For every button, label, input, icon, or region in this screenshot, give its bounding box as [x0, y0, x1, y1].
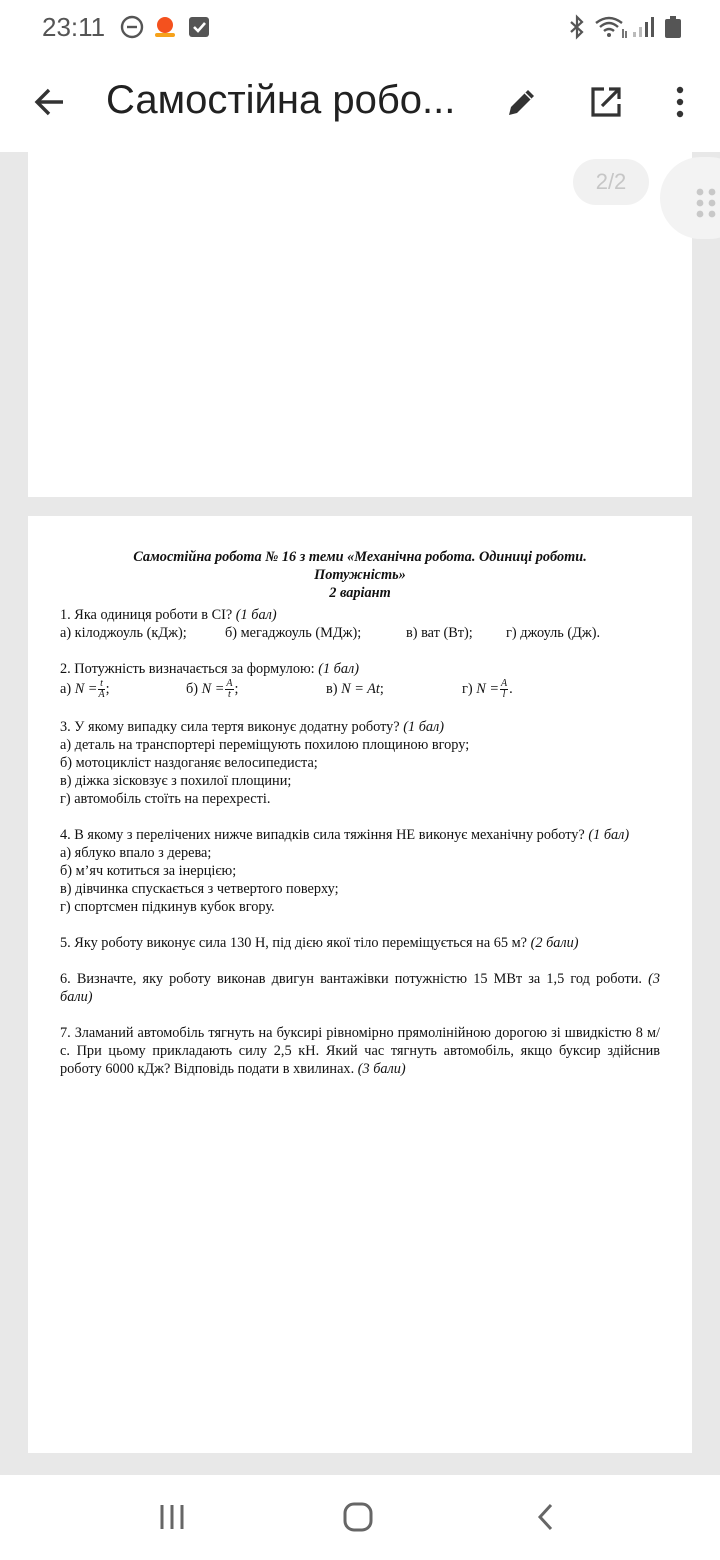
q4-option-d: г) спортсмен підкинув кубок вгору.	[60, 899, 275, 915]
more-options-button[interactable]	[656, 80, 704, 128]
document-content	[60, 548, 660, 1078]
app-notification-icon	[152, 14, 178, 40]
q4-option-a: а) яблуко впало з дерева;	[60, 845, 212, 861]
arrow-left-icon	[33, 85, 67, 124]
wifi-icon	[594, 14, 628, 40]
q3-option-b: б) мотоцикліст наздоганяє велосипедиста;	[60, 755, 318, 771]
page-2	[28, 516, 692, 1453]
doc-title-line-2: Потужність»	[314, 567, 406, 583]
bluetooth-icon	[564, 14, 590, 40]
q3-points: (1 бал)	[403, 719, 445, 735]
question-5	[60, 934, 660, 952]
question-7	[60, 1024, 660, 1078]
recent-apps-button[interactable]	[148, 1495, 196, 1543]
q3-option-a: а) деталь на транспортері переміщують похилою площиною вгору;	[60, 737, 470, 753]
document-title: Самостійна робо...	[106, 78, 456, 122]
open-external-icon	[588, 84, 624, 125]
question-2	[60, 660, 660, 700]
q4-option-b: б) м’яч котиться за інерцією;	[60, 863, 237, 879]
q4-text: 4. В якому з перелічених нижче випадків сила тяжіння НЕ виконує механічну роботу?	[60, 827, 589, 843]
question-3	[60, 718, 660, 808]
question-6	[60, 970, 660, 1006]
nav-back-button[interactable]	[522, 1495, 570, 1543]
home-button[interactable]	[334, 1495, 382, 1543]
edit-button[interactable]	[498, 80, 546, 128]
q7-text: 7. Зламаний автомобіль тягнуть на буксирі рівномірно прямолінійною дорогою зі швидкістю 8 м/с. При цьому прикладають силу 2,5 кН. Який час тягнуть автомобіль, якщо буксир здійснив роботу 6000 кДж? Відповідь подати в хвилинах.	[60, 1025, 660, 1077]
recent-apps-icon	[157, 1502, 187, 1537]
q2-text: 2. Потужність визначається за формулою:	[60, 661, 319, 677]
back-button[interactable]	[26, 80, 74, 128]
doc-title-line-1: Самостійна робота № 16 з теми «Механічна робота. Одиниці роботи.	[133, 549, 587, 565]
app-bar	[0, 56, 720, 152]
q4-option-c: в) дівчинка спускається з четвертого поверху;	[60, 881, 339, 897]
do-not-disturb-icon	[119, 14, 145, 40]
navigation-bar	[0, 1475, 720, 1560]
q2-option-d: г) N = $\frac{A}{l}$ .	[462, 677, 513, 700]
q1-option-c: в) ват (Вт);	[406, 625, 473, 641]
q1-option-d: г) джоуль (Дж).	[506, 625, 601, 641]
q1-points: (1 бал)	[235, 607, 277, 623]
question-1	[60, 606, 660, 642]
q7-points: (3 бали)	[357, 1061, 406, 1077]
pencil-icon	[505, 85, 539, 124]
checkbox-notification-icon	[186, 14, 212, 40]
q5-points: (2 бали)	[530, 935, 579, 951]
question-4	[60, 826, 660, 916]
page-indicator: 2/2	[573, 159, 649, 205]
open-external-button[interactable]	[582, 80, 630, 128]
q2-option-c: в) N = At;	[326, 681, 384, 697]
document-viewer[interactable]	[0, 152, 720, 1475]
q1-text: 1. Яка одиниця роботи в СІ?	[60, 607, 236, 623]
fast-scroll-handle[interactable]	[660, 157, 720, 239]
q1-option-a: а) кілоджоуль (кДж);	[60, 625, 187, 641]
q6-text: 6. Визначте, яку роботу виконав двигун вантажівки потужністю 15 МВт за 1,5 год роботи.	[60, 971, 649, 987]
signal-icon	[630, 14, 656, 40]
q5-text: 5. Яку роботу виконує сила 130 Н, під дією якої тіло переміщується на 65 м?	[60, 935, 531, 951]
status-time: 23:11	[42, 12, 106, 42]
more-vert-icon	[674, 85, 686, 124]
q3-option-d: г) автомобіль стоїть на перехресті.	[60, 791, 271, 807]
q6-points: (3 бали)	[60, 971, 660, 1005]
battery-icon	[660, 14, 686, 40]
q2-option-a: а) N = $\frac{t}{A}$ ;	[60, 677, 110, 700]
nav-back-icon	[531, 1502, 561, 1537]
q4-points: (1 бал)	[588, 827, 630, 843]
q2-option-b: б) N = $\frac{A}{t}$ ;	[186, 677, 239, 700]
q3-text: 3. У якому випадку сила тертя виконує додатну роботу?	[60, 719, 404, 735]
q3-option-c: в) діжка зісковзує з похилої площини;	[60, 773, 292, 789]
doc-variant: 2 варіант	[329, 585, 391, 601]
q2-points: (1 бал)	[318, 661, 360, 677]
status-bar	[0, 0, 720, 56]
home-icon	[342, 1501, 374, 1538]
q1-option-b: б) мегаджоуль (МДж);	[225, 625, 362, 641]
